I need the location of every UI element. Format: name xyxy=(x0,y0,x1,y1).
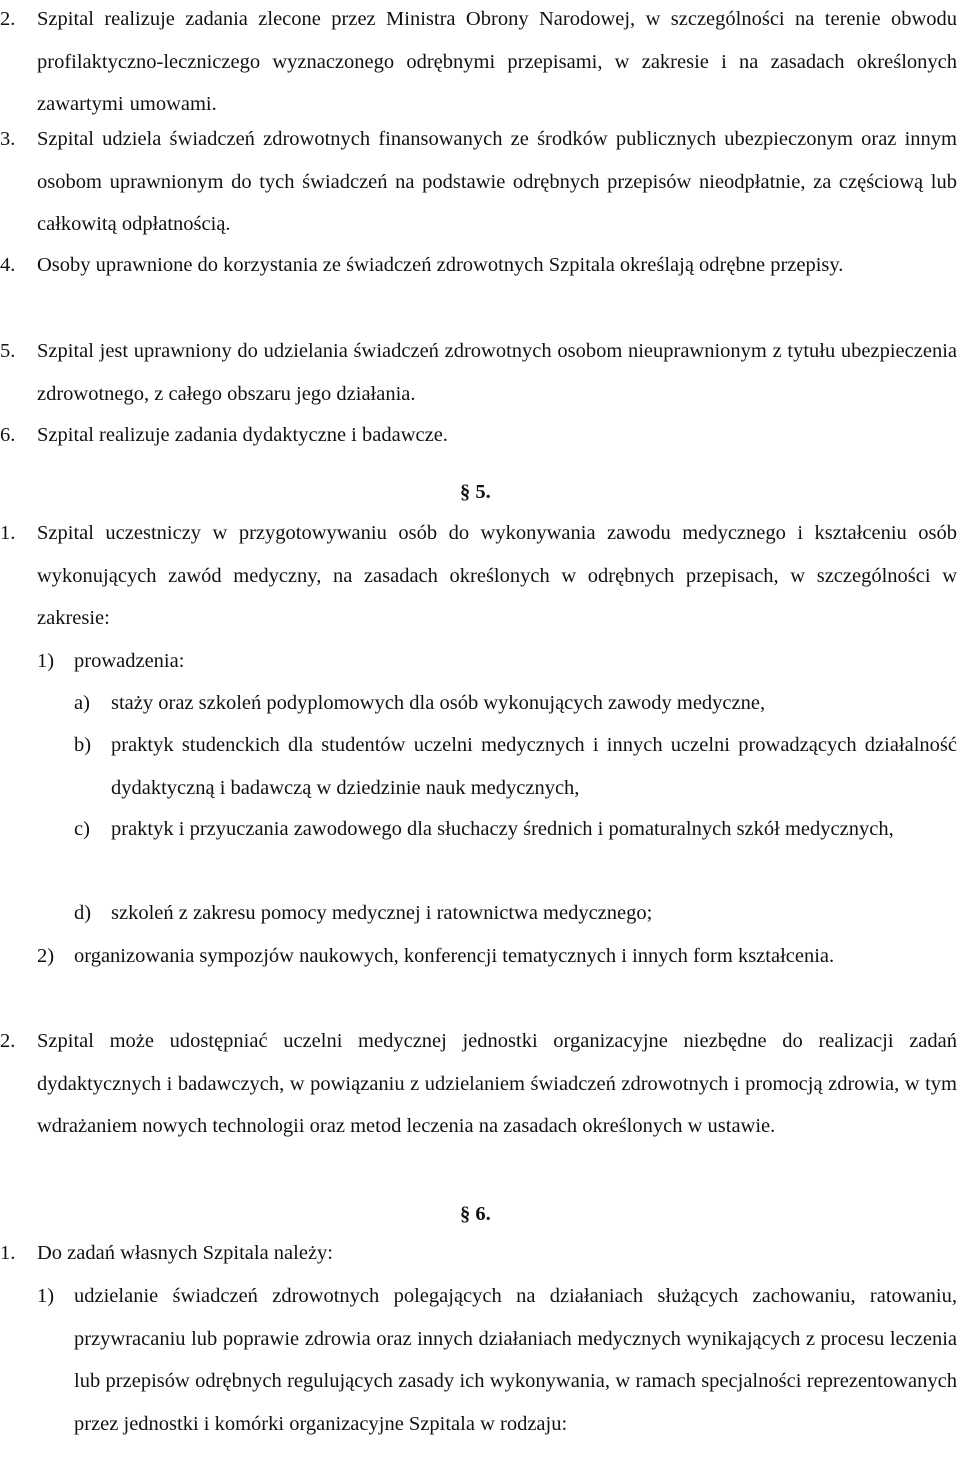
point-text: prowadzenia: xyxy=(74,650,185,672)
item-number: 5. xyxy=(0,340,16,362)
paragraph-number: 1. xyxy=(0,522,16,544)
item-number: 6. xyxy=(0,424,16,446)
letter-text: praktyk i przyuczania zawodowego dla słuchaczy średnich i pomaturalnych szkół medycznych, xyxy=(111,818,894,840)
item-text: Osoby uprawnione do korzystania ze świadczeń zdrowotnych Szpitala określają odrębne przepisy. xyxy=(37,254,844,276)
letter-text: szkoleń z zakresu pomocy medycznej i ratownictwa medycznego; xyxy=(111,902,653,924)
point-text: udzielanie świadczeń zdrowotnych polegających na działaniach służących zachowaniu, ratowaniu, przywracaniu lub poprawie zdrowia oraz innych działaniach medycznych wynikających z procesu leczenia lub przepisów odrębnych regulujących zasady ich wykonywania, w ramach specjalności reprezentowanych przez jednostki i komórki organizacyjne Szpitala w rodzaju: xyxy=(74,1285,957,1435)
letter-number: c) xyxy=(74,818,90,840)
item-number: 3. xyxy=(0,128,16,150)
paragraph-number: 1. xyxy=(0,1242,16,1264)
section-heading: § 5. xyxy=(460,481,491,503)
paragraph-text: Szpital uczestniczy w przygotowywaniu osób do wykonywania zawodu medycznego i kształceniu osób wykonujących zawód medyczny, na zasadach określonych w odrębnych przepisach, w szczególności w zakresie: xyxy=(37,522,957,629)
letter-text: staży oraz szkoleń podyplomowych dla osób wykonujących zawody medyczne, xyxy=(111,692,766,714)
paragraph-number: 2. xyxy=(0,1030,16,1052)
letter-text: praktyk studenckich dla studentów uczelni medycznych i innych uczelni prowadzących działalność dydaktyczną i badawczą w dziedzinie nauk medycznych, xyxy=(111,734,957,799)
item-number: 2. xyxy=(0,8,16,30)
letter-number: d) xyxy=(74,902,92,924)
item-text: Szpital jest uprawniony do udzielania świadczeń zdrowotnych osobom nieuprawnionym z tytułu ubezpieczenia zdrowotnego, z całego obszaru jego działania. xyxy=(37,340,957,405)
item-text: Szpital realizuje zadania zlecone przez Ministra Obrony Narodowej, w szczególności na terenie obwodu profilaktyczno-leczniczego wyznaczonego odrębnymi przepisami, w zakresie i na zasadach określonych zawartymi umowami. xyxy=(37,8,957,115)
point-number: 1) xyxy=(37,1285,55,1307)
point-text: organizowania sympozjów naukowych, konferencji tematycznych i innych form kształcenia. xyxy=(74,945,835,967)
letter-number: b) xyxy=(74,734,92,756)
section-heading: § 6. xyxy=(460,1203,491,1225)
item-number: 4. xyxy=(0,254,16,276)
item-text: Szpital realizuje zadania dydaktyczne i badawcze. xyxy=(37,424,448,446)
paragraph-text: Szpital może udostępniać uczelni medycznej jednostki organizacyjne niezbędne do realizacji zadań dydaktycznych i badawczych, w powiązaniu z udzielaniem świadczeń zdrowotnych i promocją zdrowia, w tym wdrażaniem nowych technologii oraz metod leczenia na zasadach określonych w ustawie. xyxy=(37,1030,957,1137)
point-number: 1) xyxy=(37,650,55,672)
letter-number: a) xyxy=(74,692,90,714)
point-number: 2) xyxy=(37,945,55,967)
paragraph-text: Do zadań własnych Szpitala należy: xyxy=(37,1242,333,1264)
item-text: Szpital udziela świadczeń zdrowotnych finansowanych ze środków publicznych ubezpieczonym oraz innym osobom uprawnionym do tych świadczeń na podstawie odrębnych przepisów nieodpłatnie, za częściową lub całkowitą odpłatnością. xyxy=(37,128,957,235)
